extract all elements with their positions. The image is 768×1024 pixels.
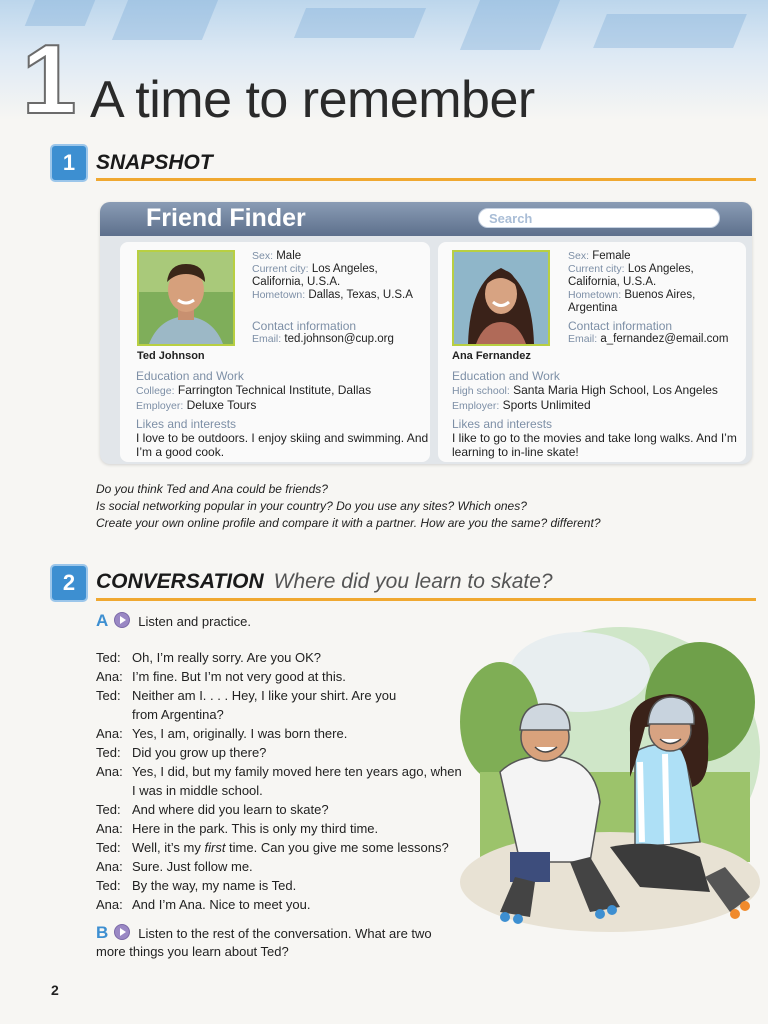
line: By the way, my name is Ted. xyxy=(132,878,297,893)
task-a xyxy=(96,611,251,631)
dialog-line xyxy=(96,667,477,686)
profile-details-ana xyxy=(568,250,744,346)
likes-heading: Likes and interests xyxy=(136,417,237,431)
hometown-label: Hometown: xyxy=(568,289,622,301)
skaters-illustration xyxy=(460,612,760,942)
task-a-text: Listen and practice. xyxy=(138,614,252,629)
task-b-letter: B xyxy=(96,923,109,942)
question-2: Is social networking popular in your country? Do you use any sites? Which ones? xyxy=(96,499,527,513)
dialog-line xyxy=(96,857,477,876)
dialog-line xyxy=(96,762,477,800)
city-value: Los Angeles, California, U.S.A. xyxy=(252,263,378,288)
unit-title: A time to remember xyxy=(90,71,535,129)
dialog-line xyxy=(96,724,477,743)
speaker: Ana: xyxy=(96,726,123,741)
contact-heading: Contact information xyxy=(252,319,357,333)
page-number: 2 xyxy=(51,982,59,998)
education-heading: Education and Work xyxy=(136,369,244,383)
hometown-label: Hometown: xyxy=(252,289,306,301)
city-value: Los Angeles, California, U.S.A. xyxy=(568,263,694,288)
sex-label: Sex: xyxy=(252,250,274,262)
line: Oh, I’m really sorry. Are you OK? xyxy=(132,650,322,665)
dialog-line xyxy=(96,876,477,895)
city-label: Current city: xyxy=(568,263,625,275)
friend-finder-card xyxy=(100,202,752,464)
education-heading: Education and Work xyxy=(452,369,560,383)
employer-label: Employer: xyxy=(452,400,500,412)
school-label: College: xyxy=(136,385,175,397)
dialog-line xyxy=(96,895,477,914)
profile-name-ted: Ted Johnson xyxy=(137,350,205,362)
line: And I’m Ana. Nice to meet you. xyxy=(132,897,311,912)
profile-photo-ted xyxy=(137,250,235,346)
dialog-line xyxy=(96,743,477,762)
speaker: Ana: xyxy=(96,764,123,779)
section-2-heading xyxy=(96,570,553,594)
dialog-line xyxy=(96,819,477,838)
line-emphasis: first xyxy=(204,840,226,855)
line: Sure. Just follow me. xyxy=(132,859,253,874)
friend-finder-titlebar xyxy=(100,202,752,236)
sex-value: Female xyxy=(592,250,631,262)
question-3: Create your own online profile and compare it with a partner. How are you the same? different? xyxy=(96,516,601,530)
friend-finder-title: Friend Finder xyxy=(146,204,306,232)
speaker: Ana: xyxy=(96,897,123,912)
section-2-number: 2 xyxy=(50,564,88,602)
speaker: Ted: xyxy=(96,688,121,703)
speaker: Ted: xyxy=(96,878,121,893)
speaker: Ted: xyxy=(96,802,121,817)
speaker: Ana: xyxy=(96,669,123,684)
email-label: Email: xyxy=(568,333,598,345)
line: Here in the park. This is only my third time. xyxy=(132,821,379,836)
line-part: Well, it’s my xyxy=(132,840,205,855)
profile-education-ana xyxy=(452,369,746,459)
email-value: a_fernandez@email.com xyxy=(600,333,729,345)
email-value: ted.johnson@cup.org xyxy=(284,333,394,345)
section-2-subtitle: Where did you learn to skate? xyxy=(273,570,553,593)
line: Yes, I did, but my family moved here ten years ago, when I was in middle school. xyxy=(132,764,462,798)
contact-heading: Contact information xyxy=(568,319,673,333)
section-2-title: CONVERSATION xyxy=(96,570,264,593)
task-a-letter: A xyxy=(96,611,109,630)
city-label: Current city: xyxy=(252,263,309,275)
line: Yes, I am, originally. I was born there. xyxy=(132,726,348,741)
hometown-value: Buenos Aires, Argentina xyxy=(568,289,696,314)
profile-photo-ana xyxy=(452,250,550,346)
dialog-line xyxy=(96,648,477,667)
speaker: Ted: xyxy=(96,840,121,855)
email-label: Email: xyxy=(252,333,282,345)
audio-play-icon[interactable] xyxy=(114,924,130,940)
employer-label: Employer: xyxy=(136,400,184,412)
section-1-rule xyxy=(96,178,756,181)
profile-name-ana: Ana Fernandez xyxy=(452,350,531,362)
speaker: Ana: xyxy=(96,859,123,874)
dialog-line xyxy=(96,800,477,819)
school-value: Santa Maria High School, Los Angeles xyxy=(513,383,718,397)
school-value: Farrington Technical Institute, Dallas xyxy=(177,383,372,397)
task-b xyxy=(96,924,446,961)
section-1-number: 1 xyxy=(50,144,88,182)
speaker: Ana: xyxy=(96,821,123,836)
line: And where did you learn to skate? xyxy=(132,802,329,817)
speaker: Ted: xyxy=(96,650,121,665)
likes-text: I love to be outdoors. I enjoy skiing and swimming. And I’m a good cook. xyxy=(136,431,429,459)
unit-number: 1 xyxy=(22,24,77,134)
dialog-line xyxy=(96,838,477,857)
likes-heading: Likes and interests xyxy=(452,417,553,431)
line xyxy=(132,838,477,857)
sex-value: Male xyxy=(276,250,302,262)
school-label: High school: xyxy=(452,385,510,397)
employer-value: Deluxe Tours xyxy=(186,398,257,412)
employer-value: Sports Unlimited xyxy=(502,398,591,412)
profile-details-ted xyxy=(252,250,422,346)
dialog-line xyxy=(96,686,477,724)
task-b-text: Listen to the rest of the conversation. What are two more things you learn about Ted? xyxy=(96,926,432,959)
line-part: time. Can you give me some lessons? xyxy=(225,840,449,855)
line: Neither am I. . . . Hey, I like your shirt. Are you from Argentina? xyxy=(132,688,397,722)
audio-play-icon[interactable] xyxy=(114,612,130,628)
section-2-rule xyxy=(96,598,756,601)
search-input[interactable]: Search xyxy=(478,208,720,228)
section-1-title: SNAPSHOT xyxy=(96,151,213,174)
line: Did you grow up there? xyxy=(132,745,267,760)
sex-label: Sex: xyxy=(568,250,590,262)
profile-education-ted xyxy=(136,369,430,459)
question-1: Do you think Ted and Ana could be friends? xyxy=(96,482,328,496)
likes-text: I like to go to the movies and take long walks. And I’m learning to in-line skate! xyxy=(452,431,737,459)
conversation-dialog xyxy=(96,648,477,914)
discussion-questions xyxy=(96,481,601,532)
speaker: Ted: xyxy=(96,745,121,760)
hometown-value: Dallas, Texas, U.S.A xyxy=(308,289,413,301)
line: I’m fine. But I’m not very good at this. xyxy=(132,669,346,684)
